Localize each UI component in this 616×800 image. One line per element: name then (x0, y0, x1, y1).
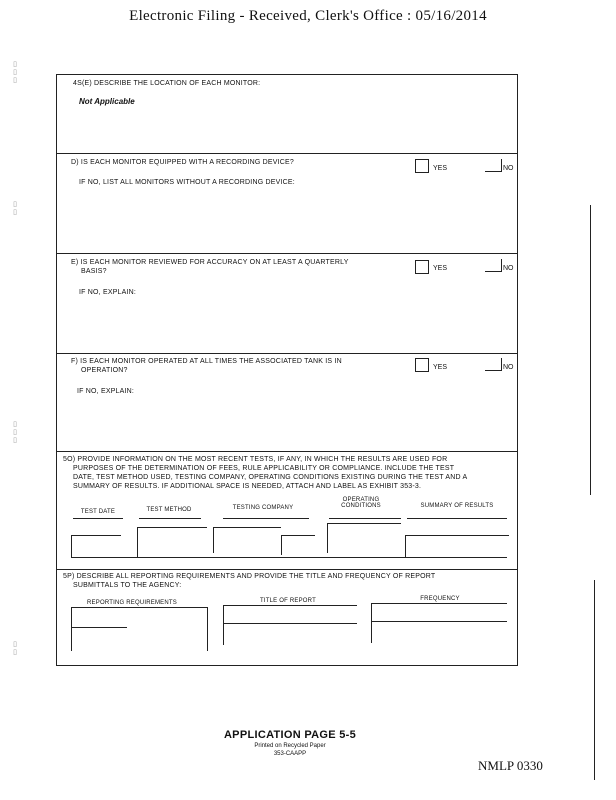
column-summary-of-results: SUMMARY OF RESULTS (420, 503, 494, 509)
frequency-field[interactable] (371, 603, 507, 643)
no-checkbox[interactable] (485, 159, 502, 172)
no-checkbox[interactable] (485, 358, 502, 371)
question-accuracy-review: E) IS EACH MONITOR REVIEWED FOR ACCURACY ON AT LEAST A QUARTERLY BASIS? (71, 259, 349, 275)
application-form (56, 74, 518, 666)
title-of-report-field[interactable] (223, 605, 357, 645)
no-label: NO (503, 265, 514, 272)
summary-of-results-field[interactable] (405, 535, 509, 557)
followup-operation: IF NO, EXPLAIN: (77, 388, 135, 395)
form-code: 353-CAAPP (273, 751, 307, 757)
question-4se: 4S(E) DESCRIBE THE LOCATION OF EACH MONITOR: (73, 80, 261, 87)
no-label: NO (503, 165, 514, 172)
underline (223, 518, 309, 519)
yes-checkbox[interactable] (415, 159, 429, 173)
column-test-date: TEST DATE (80, 509, 116, 515)
field-edge (207, 607, 208, 651)
reporting-requirements-field[interactable] (71, 607, 207, 651)
yes-checkbox[interactable] (415, 260, 429, 274)
question-5p: 5P) DESCRIBE ALL REPORTING REQUIREMENTS AND PROVIDE THE TITLE AND FREQUENCY OF REPORT SUBMITTALS TO THE AGENCY: (63, 573, 436, 589)
operating-conditions-field[interactable] (327, 523, 401, 553)
scan-edge-line (594, 580, 595, 780)
question-recording-device: D) IS EACH MONITOR EQUIPPED WITH A RECORDING DEVICE? (71, 159, 295, 166)
filing-stamp: Electronic Filing - Received, Clerk's Office : 05/16/2014 (129, 8, 487, 24)
yes-checkbox[interactable] (415, 358, 429, 372)
test-method-field[interactable] (137, 527, 207, 557)
column-reporting-requirements: REPORTING REQUIREMENTS (87, 600, 177, 606)
testing-company-field[interactable] (281, 535, 315, 555)
underline (329, 518, 401, 519)
divider (57, 153, 517, 154)
followup-recording: IF NO, LIST ALL MONITORS WITHOUT A RECORDING DEVICE: (79, 179, 295, 186)
column-frequency: FREQUENCY (420, 596, 460, 602)
answer-not-applicable: Not Applicable (79, 97, 135, 106)
underline (71, 627, 127, 628)
underline (71, 557, 507, 558)
followup-accuracy: IF NO, EXPLAIN: (79, 289, 137, 296)
divider (57, 451, 517, 452)
yes-label: YES (433, 265, 448, 272)
yes-label: YES (433, 364, 448, 371)
margin-artifact: ▯▯ (11, 200, 18, 216)
testing-company-field[interactable] (213, 527, 281, 553)
test-date-field[interactable] (71, 535, 121, 557)
no-checkbox[interactable] (485, 259, 502, 272)
margin-artifact: ▯▯▯ (11, 60, 18, 84)
divider (57, 569, 517, 570)
form-id: NMLP 0330 (478, 758, 543, 773)
underline (223, 623, 357, 624)
scan-edge-line (590, 205, 591, 495)
margin-artifact: ▯▯▯ (11, 420, 18, 444)
no-label: NO (503, 364, 514, 371)
column-title-of-report: TITLE OF REPORT (260, 598, 316, 604)
divider (57, 353, 517, 354)
printed-note: Printed on Recycled Paper (254, 743, 326, 749)
divider (57, 253, 517, 254)
question-5o: 5O) PROVIDE INFORMATION ON THE MOST RECENT TESTS, IF ANY, IN WHICH THE RESULTS ARE USED FOR PURPOSES OF THE DETERMINATION OF FEES, RULE APPLICABILITY OR COMPLIANCE. INCLUDE THE TEST DATE, TEST METHOD USED, TESTING COMPANY, OPERATING CONDITIONS EXISTING DURING THE TEST AND A SUMMARY OF RESULTS. IF ADDITIONAL SPACE IS NEEDED, ATTACH AND LABEL AS EXHIBIT 353-3. (63, 456, 468, 490)
column-testing-company: TESTING COMPANY (232, 505, 294, 511)
underline (139, 518, 201, 519)
underline (371, 621, 507, 622)
underline (407, 518, 507, 519)
question-operation: F) IS EACH MONITOR OPERATED AT ALL TIMES THE ASSOCIATED TANK IS IN OPERATION? (71, 358, 342, 374)
page-title: APPLICATION PAGE 5-5 (223, 729, 357, 741)
yes-label: YES (433, 165, 448, 172)
column-test-method: TEST METHOD (146, 507, 192, 513)
underline (73, 518, 123, 519)
column-operating-conditions: OPERATING CONDITIONS (341, 497, 381, 509)
margin-artifact: ▯▯ (11, 640, 18, 656)
